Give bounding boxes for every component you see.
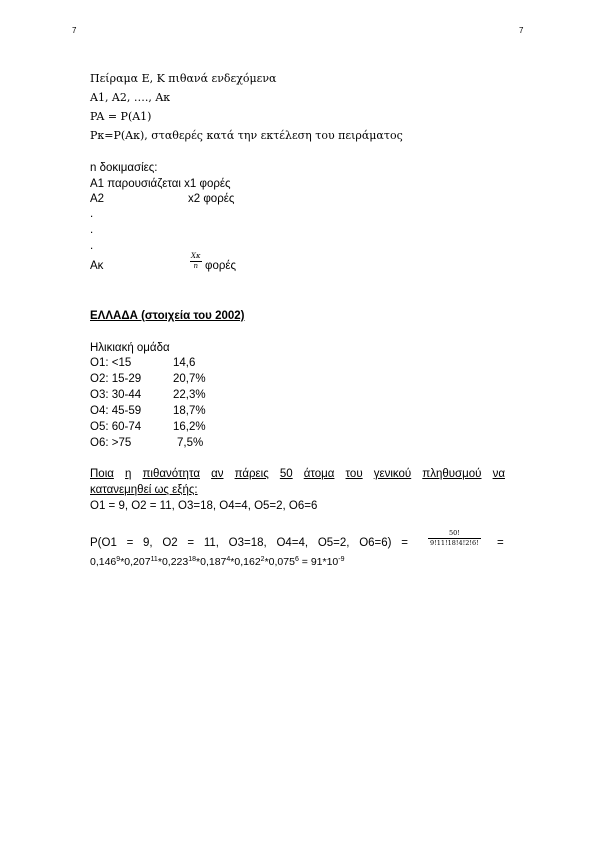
page-number-left: 7 [72,26,77,35]
formula-equals: = [497,537,504,549]
question-word: πάρεις [234,468,269,480]
question-word: πιθανότητα [142,468,200,480]
trials-row-k-suffix: φορές [205,260,237,272]
fraction-denominator: n [193,262,199,270]
formula-token: 11, [203,537,219,549]
trials-row-2-count: x2 φορές [188,193,235,205]
trials-dot-1: . [90,208,94,220]
distribution-line: Ο1 = 9, Ο2 = 11, Ο3=18, Ο4=4, Ο5=2, Ο6=6 [90,500,318,512]
fraction-numerator: Xκ [191,252,201,260]
age-group-label-4: Ο4: 45-59 [90,405,142,417]
question-word: γενικού [373,468,412,480]
trials-intro: n δοκιμασίες: [90,162,158,174]
fraction-numerator: 50! [428,529,481,539]
trials-row-2-label: Α2 [90,193,105,205]
age-group-label-6: Ο6: >75 [90,437,132,449]
age-group-value-4: 18,7% [173,405,206,417]
formula-term-base: 0,075 [268,556,295,568]
trials-dot-2: . [90,224,94,236]
formula-token: P(O1 [90,537,117,549]
formula-token: = [126,537,134,549]
experiment-line-4: Pκ=P(Aκ), σταθερές κατά την εκτέλεση του πειράματος [90,129,403,142]
fraction-denominator: 9!11!18!4!2!6! [430,539,479,547]
formula-result-exponent: -9 [338,556,345,563]
formula-term-base: 0,223 [161,556,189,568]
question-word: αν [211,468,224,480]
formula-term-exponent: 6 [294,556,299,563]
age-group-value-6: 7,5% [177,437,204,449]
question-word: να [492,468,505,480]
trials-row-k-label: Ακ [90,260,104,272]
age-group-value-2: 20,7% [173,373,206,385]
formula-line-2: $0,146^9*0,207^{11}*0,223^{18}*0,187^4*0,162^2*0,075^6 = 91*10^{-9}$ [90,556,345,568]
question-word: πληθυσμού [422,468,482,480]
trials-row-k-fraction [190,252,202,271]
formula-token: O5=2, [317,537,350,549]
formula-term-exponent: 18 [188,556,197,563]
experiment-line-1: Πείραμα Ε, Κ πιθανά ενδεχόμενα [90,72,277,85]
greece-heading: ΕΛΛΑΔΑ (στοιχεία του 2002) [90,310,245,322]
question-word: 50 [279,468,293,480]
age-group-value-3: 22,3% [173,389,206,401]
formula-token: = [187,537,195,549]
formula-token: = [401,537,408,549]
formula-term-base: 0,146 [90,556,117,568]
formula-line-1 [90,537,408,549]
age-group-value-5: 16,2% [173,421,206,433]
formula-term-base: 0,207 [124,556,151,568]
age-group-label-3: Ο3: 30-44 [90,389,142,401]
formula-term-exponent: 11 [150,556,158,563]
question-line-1 [90,468,505,480]
question-word: άτομα [303,468,335,480]
age-group-label-2: Ο2: 15-29 [90,373,142,385]
trials-row-1: Α1 παρουσιάζεται x1 φορές [90,178,231,190]
age-group-label-5: Ο5: 60-74 [90,421,142,433]
formula-token: O6=6) [359,537,392,549]
formula-term-base: 0,162 [234,556,261,568]
formula-term-exponent: 4 [226,556,231,563]
multinomial-fraction [428,529,481,548]
age-group-label-1: Ο1: <15 [90,357,132,369]
age-group-value-1: 14,6 [173,357,196,369]
age-group-title: Ηλικιακή ομάδα [90,342,170,354]
formula-term-exponent: 9 [116,556,121,563]
formula-token: O3=18, [228,537,267,549]
formula-term-base: 0,187 [200,556,227,568]
trials-dot-3: . [90,240,94,252]
formula-term-exponent: 2 [260,556,265,563]
experiment-line-2: Α1, Α2, …., Ακ [90,91,171,104]
formula-token: O4=4, [276,537,309,549]
question-word: Ποια [90,468,114,480]
formula-token: O2 [162,537,178,549]
question-word: η [125,468,132,480]
experiment-line-3: PA = P(A1) [90,110,152,123]
formula-result-base: 91*10 [310,556,339,568]
question-word: του [345,468,363,480]
formula-token: 9, [143,537,153,549]
question-line-2: κατανεμηθεί ως εξής: [90,484,198,496]
page-number-right: 7 [519,26,524,35]
